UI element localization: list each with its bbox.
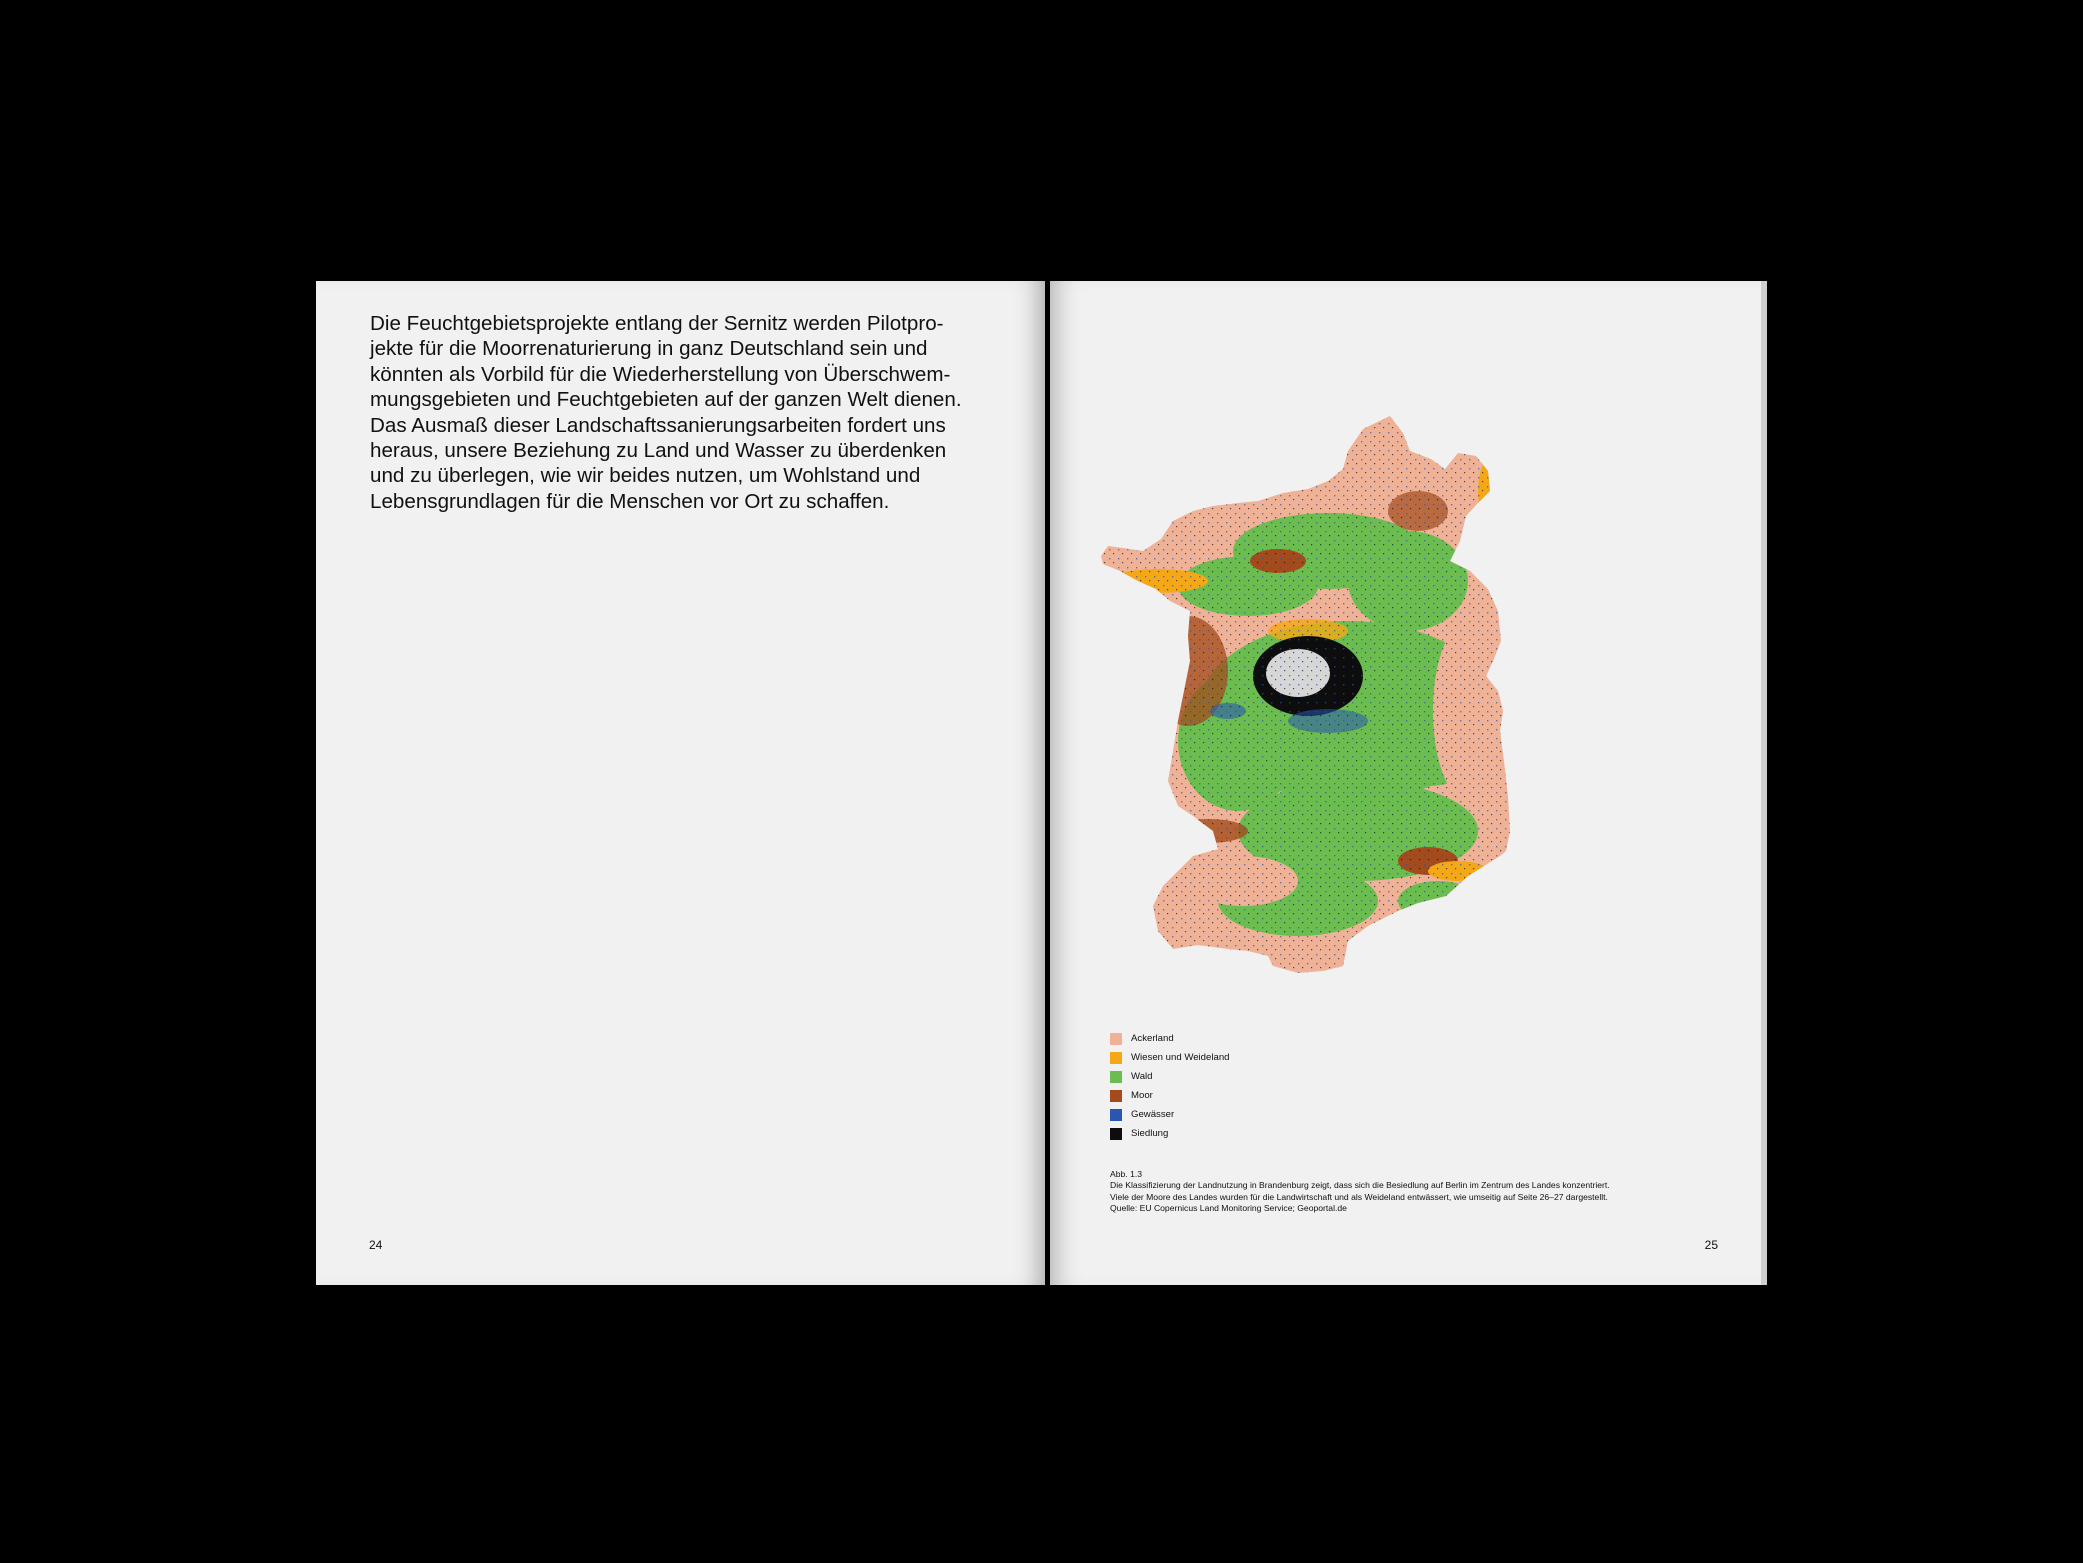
book-edge-right [1761, 281, 1767, 1285]
legend-swatch [1110, 1052, 1122, 1064]
legend-item-wiesen [1110, 1048, 1230, 1067]
legend-item-moor [1110, 1086, 1230, 1105]
legend-item-siedlung [1110, 1124, 1230, 1143]
figure-number: Abb. 1.3 [1110, 1169, 1143, 1179]
caption-line-2: Viele der Moore des Landes wurden für die Landwirtschaft und als Weideland entwässert, wie umseitig auf Seite 26–27 dargestellt. [1110, 1191, 1608, 1202]
legend-swatch [1110, 1128, 1122, 1140]
caption-line-1: Die Klassifizierung der Landnutzung in Brandenburg zeigt, dass sich die Besiedlung auf Berlin im Zentrum des Landes konzentriert. [1110, 1180, 1610, 1191]
legend-swatch [1110, 1109, 1122, 1121]
legend-swatch [1110, 1033, 1122, 1045]
legend-swatch [1110, 1090, 1122, 1102]
legend-label: Ackerland [1131, 1033, 1174, 1044]
figure-caption [1110, 1169, 1710, 1215]
legend-label: Gewässer [1131, 1109, 1175, 1120]
legend-item-gewaesser [1110, 1105, 1230, 1124]
legend-label: Moor [1131, 1090, 1153, 1101]
caption-source: Quelle: EU Copernicus Land Monitoring Service; Geoportal.de [1110, 1203, 1347, 1214]
page-number-left: 24 [369, 1238, 383, 1252]
land-use-map [1098, 411, 1688, 1011]
body-paragraph: Die Feuchtgebietsprojekte entlang der Sernitz werden Pilotpro- jekte für die Moorrenaturierung in ganz Deutschland sein und könnten als Vorbild für die Wiederherstellung von Überschwem- mungsgebieten und Feuchtgebieten auf der ganzen Welt dienen. Das Ausmaß dieser Landschaftssanierungsarbeiten fordert uns heraus, unsere Beziehung zu Land und Wasser zu überdenken und zu überlegen, wie wir beides nutzen, um Wohlstand und Lebensgrundlagen für die Menschen vor Ort zu schaffen. [370, 312, 962, 513]
page-number-right: 25 [1704, 1238, 1718, 1252]
legend-item-wald [1110, 1067, 1230, 1086]
legend-label: Wald [1131, 1071, 1153, 1082]
legend-label: Wiesen und Weideland [1131, 1052, 1230, 1063]
map-legend [1110, 1029, 1230, 1143]
legend-label: Siedlung [1131, 1128, 1169, 1139]
legend-swatch [1110, 1071, 1122, 1083]
right-page [1050, 281, 1767, 1285]
left-page [316, 281, 1045, 1285]
legend-item-ackerland [1110, 1029, 1230, 1048]
